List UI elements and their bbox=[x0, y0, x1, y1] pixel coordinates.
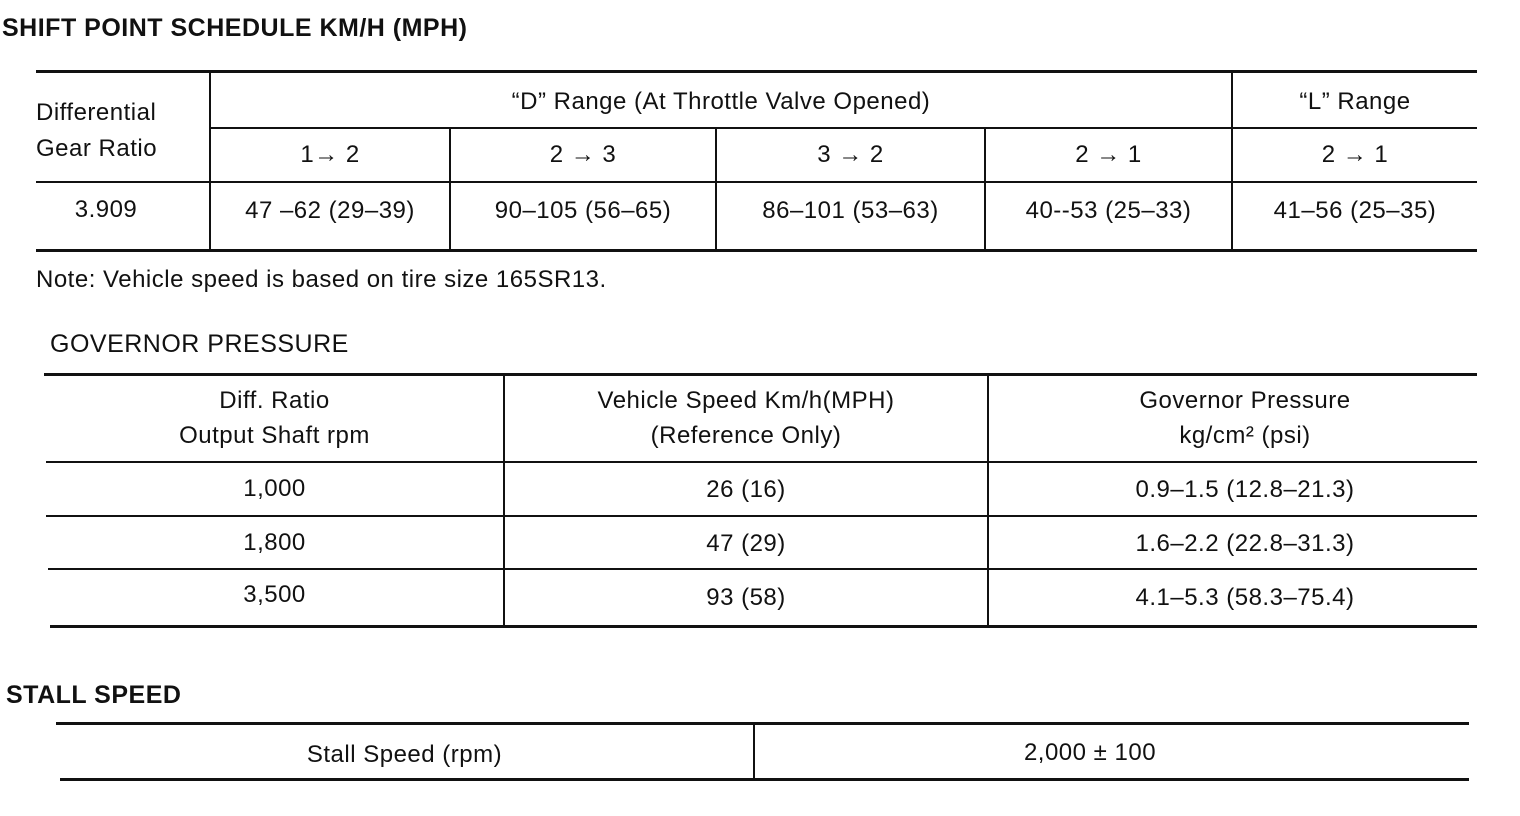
shift-speed-value: 47 –62 (29–39) bbox=[245, 197, 415, 224]
vehicle-speed: 26 (16) bbox=[706, 476, 786, 503]
shift-schedule-title: SHIFT POINT SCHEDULE KM/H (MPH) bbox=[2, 14, 468, 42]
gear-ratio-value: 3.909 bbox=[74, 196, 138, 223]
vehicle-speed-header-line2: (Reference Only) bbox=[650, 422, 842, 449]
vehicle-speed-header-line1: Vehicle Speed Km/h(MPH) bbox=[597, 387, 895, 414]
stall-speed-label: Stall Speed (rpm) bbox=[306, 741, 503, 768]
governor-pressure-header-line2: kg/cm² (psi) bbox=[1179, 422, 1311, 449]
table-rule bbox=[46, 461, 1477, 463]
governor-pressure: 4.1–5.3 (58.3–75.4) bbox=[1135, 584, 1355, 611]
shift-speed-value: 41–56 (25–35) bbox=[1273, 197, 1437, 224]
table-rule bbox=[44, 373, 1477, 376]
diff-ratio-header-line1: Diff. Ratio bbox=[219, 387, 330, 414]
table-rule bbox=[48, 568, 1477, 570]
vehicle-speed: 47 (29) bbox=[706, 530, 786, 557]
governor-pressure: 0.9–1.5 (12.8–21.3) bbox=[1135, 476, 1355, 503]
shift-speed-value: 86–101 (53–63) bbox=[762, 197, 939, 224]
table-rule bbox=[46, 515, 1477, 517]
stall-speed-value: 2,000 ± 100 bbox=[1023, 739, 1157, 766]
table-rule bbox=[36, 70, 1477, 73]
shift-2-1-d-header: 2 → 1 bbox=[1075, 141, 1142, 168]
table-rule bbox=[50, 625, 1477, 628]
table-rule bbox=[56, 722, 1469, 725]
shift-speed-value: 90–105 (56–65) bbox=[494, 197, 672, 224]
tire-size-note: Note: Vehicle speed is based on tire size 165SR13. bbox=[36, 266, 607, 293]
shift-2-3-header: 2 → 3 bbox=[549, 141, 617, 168]
shift-speed-value: 40--53 (25–33) bbox=[1025, 197, 1192, 224]
governor-pressure-title: GOVERNOR PRESSURE bbox=[50, 330, 349, 358]
vehicle-speed: 93 (58) bbox=[706, 584, 786, 611]
diff-ratio-header-line2: Output Shaft rpm bbox=[179, 422, 370, 449]
governor-pressure-header-line1: Governor Pressure bbox=[1139, 387, 1351, 414]
governor-pressure: 1.6–2.2 (22.8–31.3) bbox=[1135, 530, 1355, 557]
table-rule bbox=[36, 249, 1477, 252]
shift-2-1-l-header: 2 → 1 bbox=[1321, 141, 1389, 168]
stall-speed-title: STALL SPEED bbox=[6, 681, 182, 709]
output-shaft-rpm: 1,000 bbox=[243, 475, 306, 502]
table-rule bbox=[60, 778, 1469, 781]
diff-header-line1: Differential bbox=[36, 99, 157, 126]
d-range-header: “D” Range (At Throttle Valve Opened) bbox=[511, 88, 931, 115]
output-shaft-rpm: 1,800 bbox=[243, 529, 306, 556]
table-rule bbox=[210, 127, 1477, 129]
table-rule bbox=[36, 181, 1477, 183]
l-range-header: “L” Range bbox=[1299, 88, 1411, 115]
output-shaft-rpm: 3,500 bbox=[243, 581, 306, 608]
shift-3-2-header: 3 → 2 bbox=[817, 141, 884, 168]
diff-header-line2: Gear Ratio bbox=[36, 135, 158, 162]
shift-1-2-header: 1→ 2 bbox=[300, 141, 360, 168]
